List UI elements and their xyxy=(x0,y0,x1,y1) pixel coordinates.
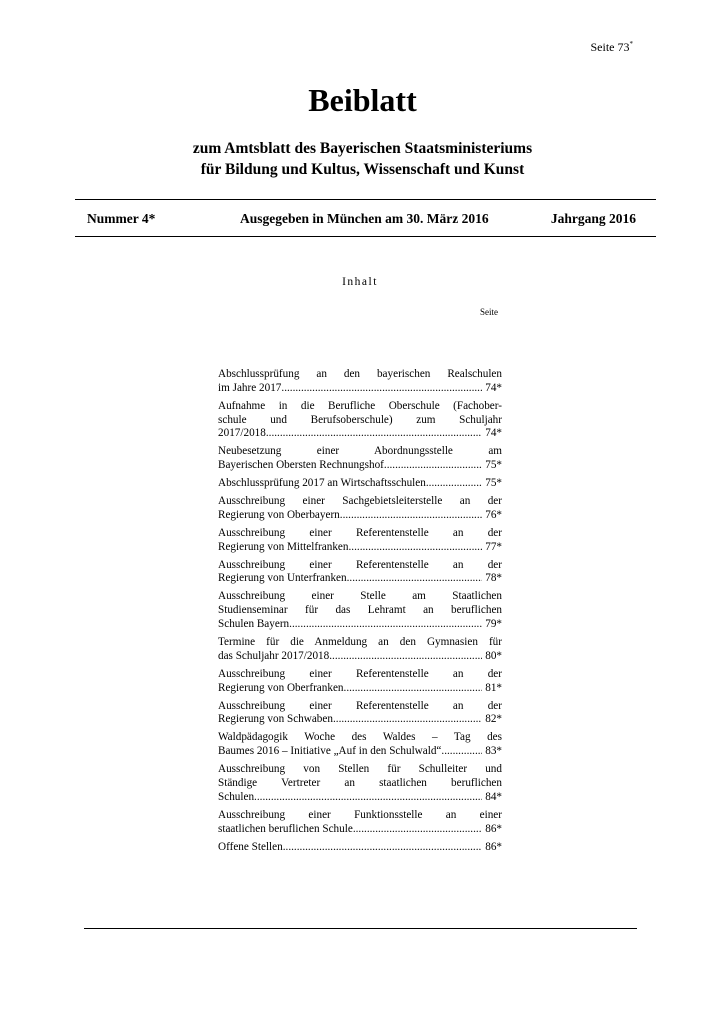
toc-entry-title-end: Regierung von Oberbayern xyxy=(218,508,340,521)
toc-entry-last-line xyxy=(218,509,502,523)
toc-entry-line: Ausschreibung einer Referentenstelle an der xyxy=(218,699,502,712)
dot-leader xyxy=(426,477,482,491)
toc-entry xyxy=(218,731,502,759)
toc-entry-title-end: Bayerischen Obersten Rechnungshof xyxy=(218,459,384,472)
page-number-mark: * xyxy=(629,40,633,48)
dot-leader xyxy=(329,650,482,664)
dot-leader xyxy=(340,509,482,523)
issue-date: Ausgegeben in München am 30. März 2016 xyxy=(240,211,489,226)
toc-entry-last-line xyxy=(218,459,502,473)
toc-entry-title-end: Abschlussprüfung 2017 an Wirtschaftsschulen xyxy=(218,477,426,490)
toc-entry-line: Ausschreibung einer Referentenstelle an der xyxy=(218,526,502,539)
toc-entry-line: Ausschreibung einer Funktionsstelle an einer xyxy=(218,808,502,821)
toc-page-number: 86* xyxy=(485,822,502,835)
toc-page-number: 86* xyxy=(485,840,502,853)
dot-leader xyxy=(349,541,483,555)
subtitle-line-2: für Bildung und Kultus, Wissenschaft und Kunst xyxy=(200,161,525,178)
toc-entry xyxy=(218,841,502,855)
toc-entry-line: Ausschreibung einer Referentenstelle an der xyxy=(218,558,502,571)
toc-entry-line: Abschlussprüfung an den bayerischen Realschulen xyxy=(218,368,502,380)
toc-page-number: 78* xyxy=(485,572,502,585)
toc-entry-last-line xyxy=(218,682,502,696)
issue-year: Jahrgang 2016 xyxy=(550,211,636,226)
dot-leader xyxy=(347,572,483,586)
toc-page-number: 84* xyxy=(485,790,502,803)
toc-entry-last-line xyxy=(218,382,502,396)
toc-page-number: 83* xyxy=(485,745,502,758)
document-title: Beiblatt xyxy=(308,82,417,118)
toc-entry-title-end: Regierung von Mittelfranken xyxy=(218,540,349,553)
dot-leader xyxy=(283,841,482,855)
toc-entry-last-line xyxy=(218,618,502,632)
toc-entry-last-line xyxy=(218,477,502,491)
dot-leader xyxy=(344,682,483,696)
toc-entry-title-end: Regierung von Oberfranken xyxy=(218,681,344,694)
toc-page-number: 82* xyxy=(485,713,502,726)
toc-entry xyxy=(218,668,502,696)
dot-leader xyxy=(281,382,482,396)
toc-entry-last-line xyxy=(218,541,502,555)
toc-page-number: 74* xyxy=(485,427,502,440)
document-subtitle xyxy=(0,138,725,180)
toc-page-number: 79* xyxy=(485,618,502,631)
issue-bar xyxy=(75,199,656,237)
issue-number: Nummer 4* xyxy=(87,211,156,226)
toc-entry-last-line xyxy=(218,823,502,837)
toc-entry-title-end: Baumes 2016 – Initiative „Auf in den Schulwald“ xyxy=(218,745,442,758)
toc-page-number: 80* xyxy=(485,649,502,662)
dot-leader xyxy=(384,459,482,473)
page-column-label: Seite xyxy=(480,307,498,317)
toc-entry-last-line xyxy=(218,650,502,664)
toc-entry-last-line xyxy=(218,427,502,441)
toc-entry-line: Ausschreibung einer Sachgebietsleiterstelle an der xyxy=(218,495,502,508)
toc-entry-title-end: Schulen Bayern xyxy=(218,618,290,631)
toc-page-number: 76* xyxy=(485,508,502,521)
dot-leader xyxy=(353,823,482,837)
toc-entry xyxy=(218,559,502,587)
dot-leader xyxy=(441,745,482,759)
toc-entry xyxy=(218,445,502,473)
toc-entry xyxy=(218,368,502,396)
toc-entry-title-end: Offene Stellen xyxy=(218,840,283,853)
toc-entry xyxy=(218,809,502,837)
toc-page-number: 75* xyxy=(485,477,502,490)
toc-entry-title-end: staatlichen beruflichen Schule xyxy=(218,822,353,835)
toc-entry-line: Ständige Vertreter an staatlichen beruflichen xyxy=(218,776,502,789)
dot-leader xyxy=(333,713,482,727)
dot-leader xyxy=(254,791,482,805)
toc-entry xyxy=(218,700,502,728)
dot-leader xyxy=(266,427,482,441)
dot-leader xyxy=(289,618,482,632)
table-of-contents xyxy=(218,368,502,859)
toc-entry-line: Aufnahme in die Berufliche Oberschule (Fachober- xyxy=(218,399,502,412)
toc-entry-line: Ausschreibung einer Referentenstelle an der xyxy=(218,667,502,680)
toc-entry-title-end: 2017/2018 xyxy=(218,427,266,440)
toc-entry-line: schule und Berufsoberschule) zum Schuljahr xyxy=(218,413,502,426)
toc-page-number: 74* xyxy=(485,381,502,394)
toc-page-number: 75* xyxy=(485,459,502,472)
toc-entry-title-end: im Jahre 2017 xyxy=(218,381,282,394)
toc-entry-title-end: Regierung von Schwaben xyxy=(218,713,333,726)
toc-entry-last-line xyxy=(218,791,502,805)
toc-entry-line: Ausschreibung einer Stelle am Staatlichen xyxy=(218,590,502,603)
toc-entry xyxy=(218,636,502,664)
toc-page-number: 81* xyxy=(485,681,502,694)
toc-entry-title-end: das Schuljahr 2017/2018 xyxy=(218,649,330,662)
toc-entry xyxy=(218,495,502,523)
toc-entry xyxy=(218,590,502,631)
subtitle-line-1: zum Amtsblatt des Bayerischen Staatsministeriums xyxy=(192,140,533,157)
toc-entry-line: Termine für die Anmeldung an den Gymnasien für xyxy=(218,636,502,649)
toc-entry-line: Studienseminar für das Lehramt an beruflichen xyxy=(218,604,502,617)
toc-entry-title-end: Regierung von Unterfranken xyxy=(218,572,347,585)
toc-entry-line: Neubesetzung einer Abordnungsstelle am xyxy=(218,445,502,458)
toc-entry-last-line xyxy=(218,745,502,759)
toc-entry-line: Ausschreibung von Stellen für Schulleiter und xyxy=(218,763,502,776)
page-number: Seite 73* xyxy=(590,40,633,54)
toc-entry-last-line xyxy=(218,713,502,727)
toc-entry xyxy=(218,527,502,555)
contents-heading: Inhalt xyxy=(342,276,378,288)
footer-rule xyxy=(84,928,637,929)
toc-entry-line: Waldpädagogik Woche des Waldes – Tag des xyxy=(218,731,502,744)
toc-page-number: 77* xyxy=(485,540,502,553)
toc-entry xyxy=(218,763,502,804)
toc-entry xyxy=(218,400,502,441)
toc-entry xyxy=(218,477,502,491)
toc-entry-last-line xyxy=(218,572,502,586)
toc-entry-title-end: Schulen xyxy=(218,790,255,803)
toc-entry-last-line xyxy=(218,841,502,855)
